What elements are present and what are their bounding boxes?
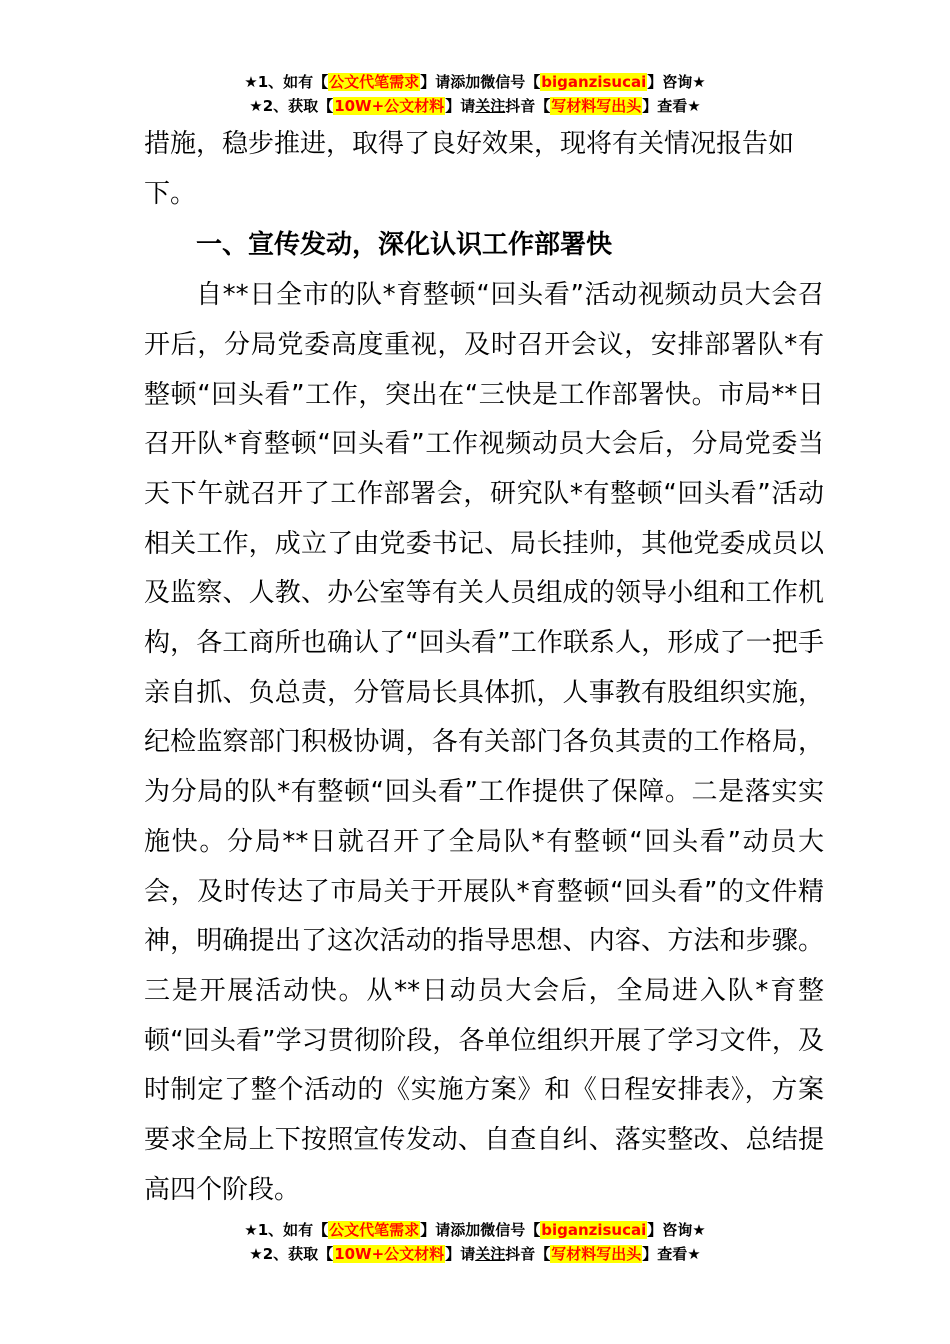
banner-text: 】请添加微信号【: [420, 1221, 541, 1239]
banner-text: ★2、获取【: [249, 1245, 334, 1263]
banner-text: 】咨询★: [647, 1221, 706, 1239]
banner-highlight: 公文代笔需求: [329, 1221, 420, 1239]
douyin-id-highlight: 写材料写出头: [551, 1245, 642, 1263]
banner-highlight: 10W+公文材料: [334, 97, 445, 115]
body-paragraph: 自**日全市的队*育整顿“回头看”活动视频动员大会召开后，分局党委高度重视，及时召开会议，安排部署队*有整顿“回头看”工作，突出在“三快是工作部署快。市局**日召开队*育整顿“回头看”工作视频动员大会后，分局党委当天下午就召开了工作部署会，研究队*有整顿“回头看”活动相关工作，成立了由党委书记、局长挂帅，其他党委成员以及监察、人教、办公室等有关人员组成的领导小组和工作机构，各工商所也确认了“回头看”工作联系人，形成了一把手亲自抓、负总责，分管局长具体抓，人事教有股组织实施，纪检监察部门积极协调，各有关部门各负其责的工作格局，为分局的队*有整顿“回头看”工作提供了保障。二是落实实施快。分局**日就召开了全局队*有整顿“回头看”动员大会，及时传达了市局关于开展队*育整顿“回头看”的文件精神，明确提出了这次活动的指导思想、内容、方法和步骤。三是开展活动快。从**日动员大会后，全局进入队*育整顿“回头看”学习贯彻阶段，各单位组织开展了学习文件，及时制定了整个活动的《实施方案》和《日程安排表》，方案要求全局上下按照宣传发动、自查自纠、落实整改、总结提高四个阶段。: [144, 280, 824, 1205]
document-body: [144, 120, 824, 1215]
banner-text: ★1、如有【: [244, 1221, 329, 1239]
banner-underlined-text: 关注: [475, 1245, 506, 1263]
banner-line-2: [0, 1242, 950, 1266]
wechat-id-highlight: biganzisucai: [541, 73, 647, 91]
banner-text: 】查看★: [642, 97, 701, 115]
section-heading: 一、宣传发动，深化认识工作部署快: [196, 230, 613, 261]
banner-text: 抖音【: [505, 97, 551, 115]
banner-text: 】请: [445, 97, 476, 115]
banner-text: 】咨询★: [647, 73, 706, 91]
banner-text: 抖音【: [505, 1245, 551, 1263]
banner-line-2: [0, 94, 950, 118]
intro-continuation: 措施，稳步推进，取得了良好效果，现将有关情况报告如下。: [144, 129, 795, 209]
banner-underlined-text: 关注: [475, 97, 506, 115]
banner-line-1: [0, 70, 950, 94]
banner-line-1: [0, 1218, 950, 1242]
douyin-id-highlight: 写材料写出头: [551, 97, 642, 115]
footer-banner: [0, 1218, 950, 1266]
wechat-id-highlight: biganzisucai: [541, 1221, 647, 1239]
banner-text: 】请添加微信号【: [420, 73, 541, 91]
header-banner: [0, 70, 950, 118]
banner-text: 】请: [445, 1245, 476, 1263]
banner-text: ★2、获取【: [249, 97, 334, 115]
banner-text: ★1、如有【: [244, 73, 329, 91]
banner-highlight: 10W+公文材料: [334, 1245, 445, 1263]
banner-highlight: 公文代笔需求: [329, 73, 420, 91]
banner-text: 】查看★: [642, 1245, 701, 1263]
